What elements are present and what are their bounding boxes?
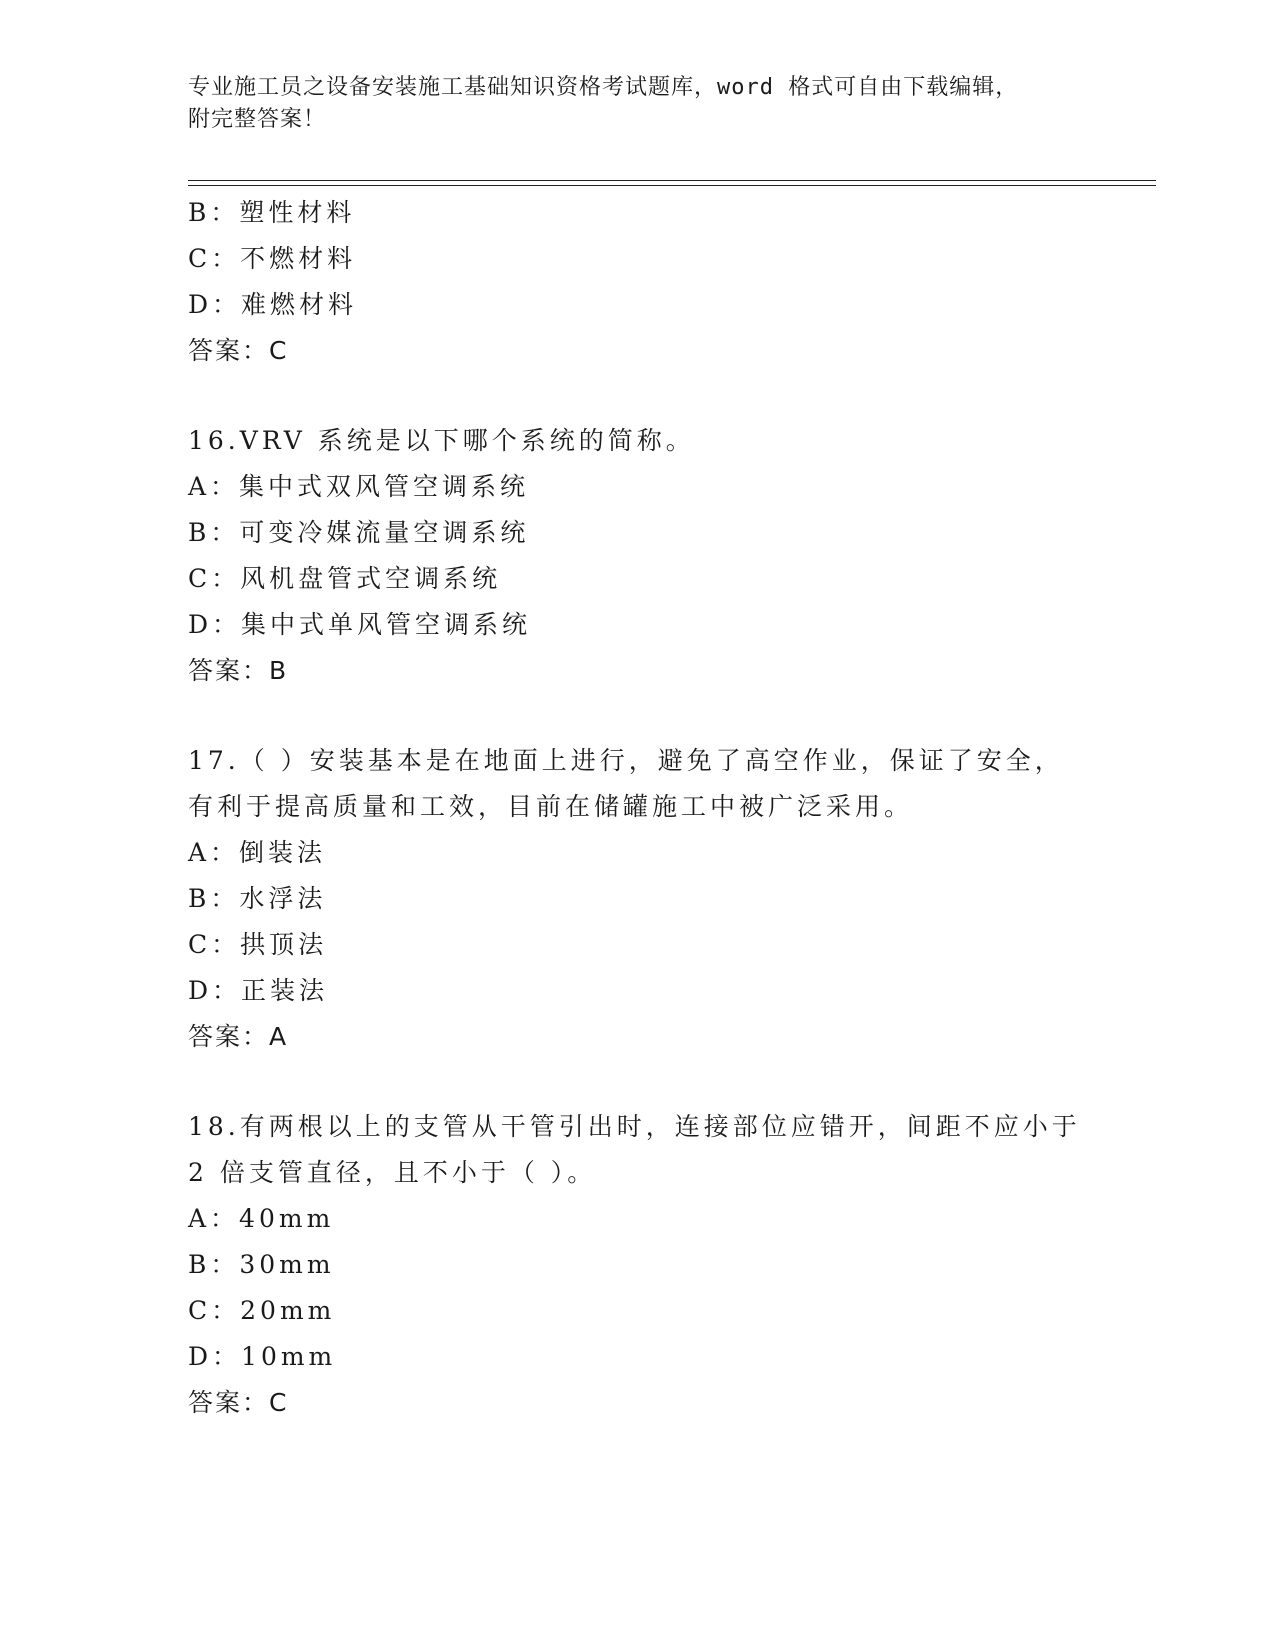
option-a: A：40mm [188,1204,335,1233]
question-text-line-1: 18.有两根以上的支管从干管引出时，连接部位应错开，间距不应小于 [188,1112,1081,1141]
question-text-line-2: 有利于提高质量和工效，目前在储罐施工中被广泛采用。 [188,792,914,821]
answer: 答案：A [188,1022,289,1051]
option-a: A：倒装法 [188,838,327,867]
option-b: B：30mm [188,1250,335,1279]
header-line-1: 专业施工员之设备安装施工基础知识资格考试题库，word 格式可自由下载编辑， [188,75,1019,100]
question-text: 16.VRV 系统是以下哪个系统的简称。 [188,426,695,455]
header-divider [188,180,1156,186]
option-d: D：集中式单风管空调系统 [188,610,532,639]
option-a: A：集中式双风管空调系统 [188,472,530,501]
option-d: D：10mm [188,1342,337,1371]
question-15 [188,190,1088,374]
option-b: B：可变冷媒流量空调系统 [188,518,530,547]
page-header [188,72,1068,136]
option-c: C：拱顶法 [188,930,328,959]
option-c: C：不燃材料 [188,244,357,273]
question-17 [188,738,1088,1060]
answer: 答案：C [188,336,289,365]
header-line-2: 附完整答案！ [188,107,327,132]
question-18 [188,1104,1088,1426]
option-b: B：水浮法 [188,884,327,913]
answer: 答案：C [188,1388,289,1417]
option-d: D：正装法 [188,976,329,1005]
option-c: C：风机盘管式空调系统 [188,564,502,593]
question-list [188,190,1088,1426]
question-16 [188,418,1088,694]
question-text-line-1: 17.（ ）安装基本是在地面上进行，避免了高空作业，保证了安全， [188,746,1064,775]
option-b: B：塑性材料 [188,198,356,227]
answer: 答案：B [188,656,289,685]
option-d: D：难燃材料 [188,290,358,319]
question-text-line-2: 2 倍支管直径，且不小于（ ）。 [188,1158,597,1187]
option-c: C：20mm [188,1296,336,1325]
